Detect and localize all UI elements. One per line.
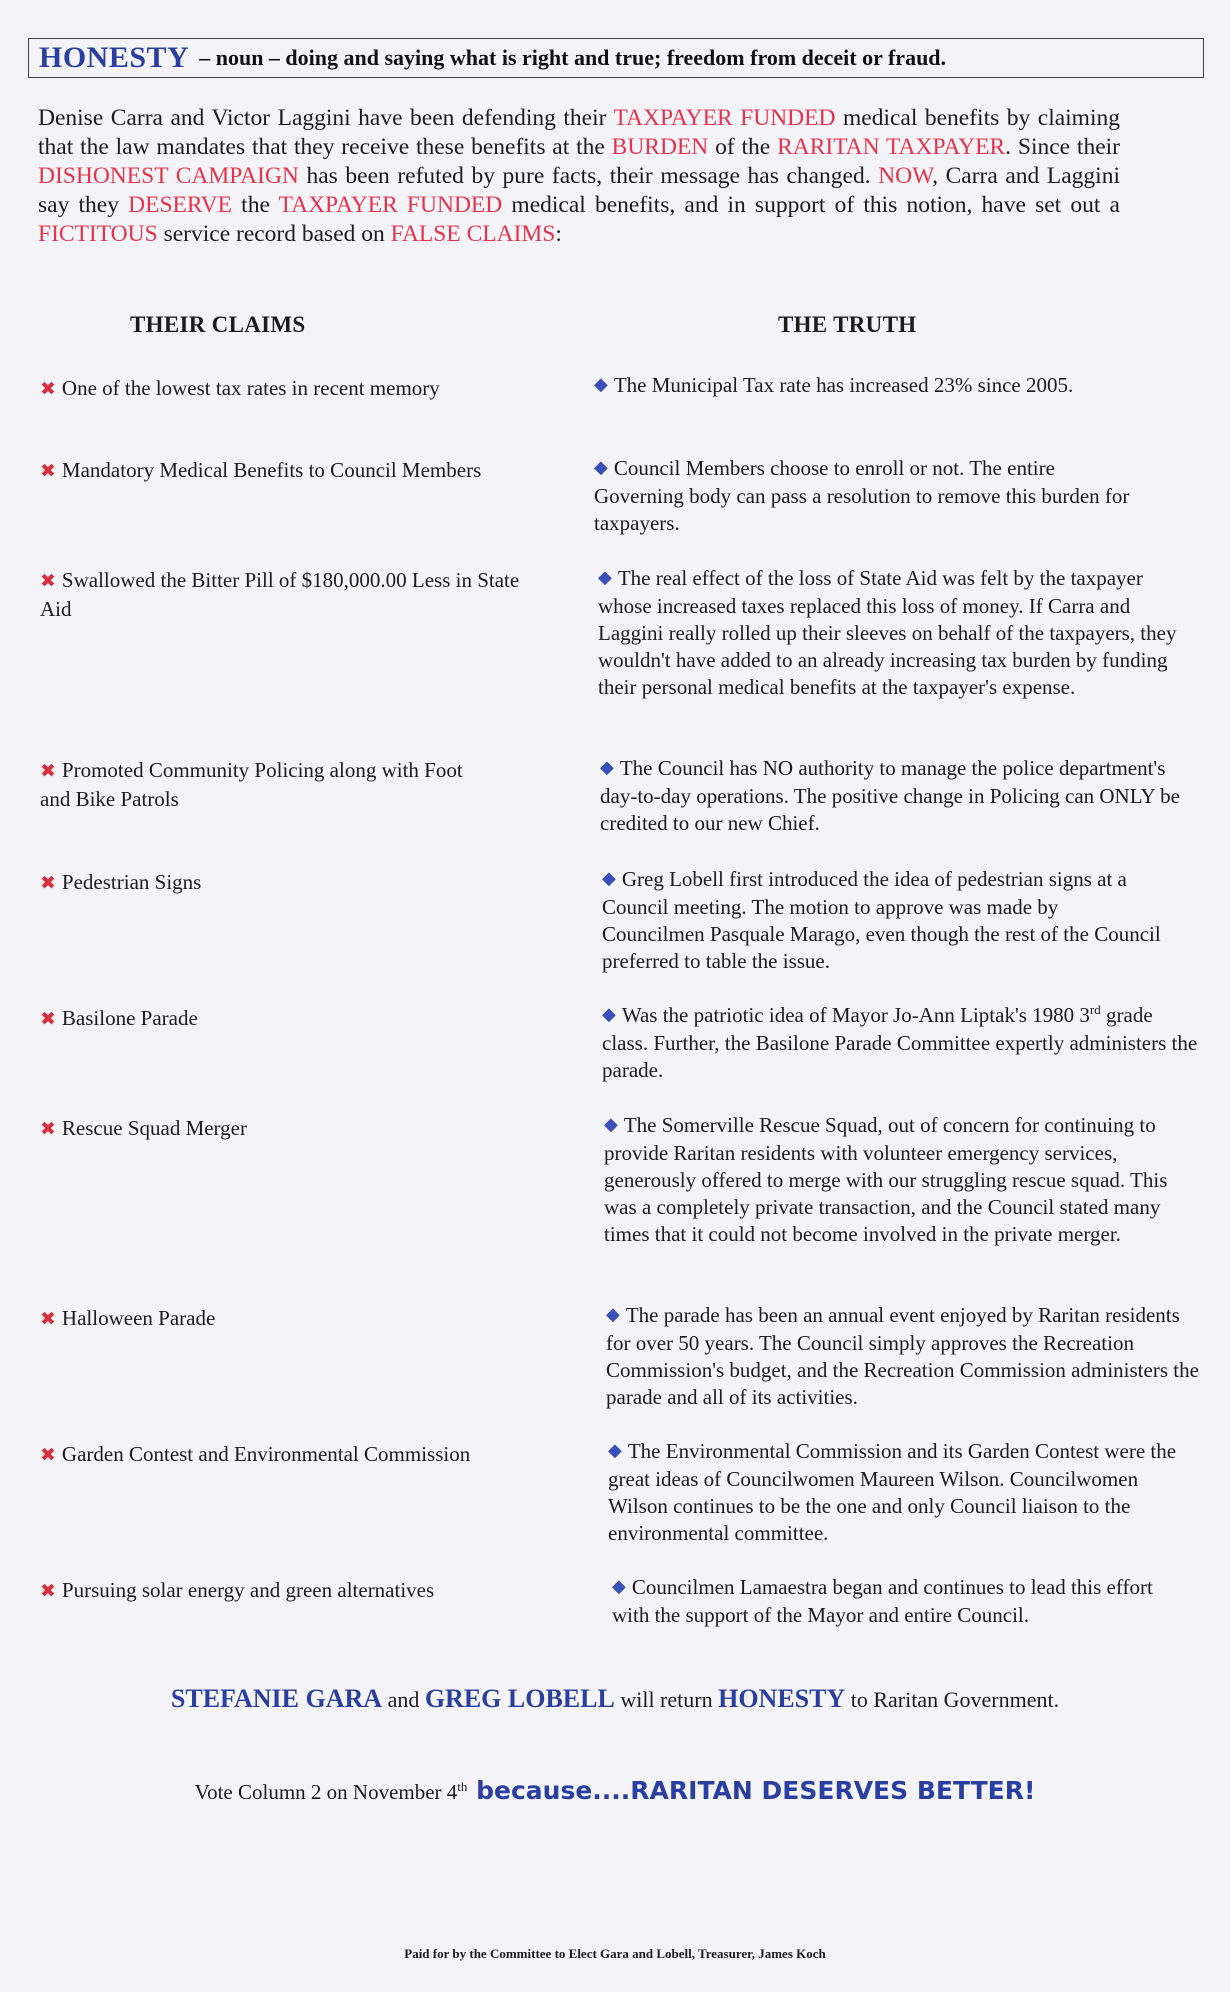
claim-text: Garden Contest and Environmental Commission [61,1442,471,1466]
intro-text: medical benefits, and in support of this notion, have set out a [502,192,1120,218]
claim-item [40,1114,560,1143]
intro-text: , Carra and Laggini say they [38,163,1120,218]
vote-ordinal: th [457,1779,468,1794]
paid-for-disclaimer: Paid for by the Committee to Elect Gara and Lobell, Treasurer, James Koch [404,1946,826,1961]
truth-item [612,1574,1172,1629]
intro-emphasis: DISHONEST CAMPAIGN [38,163,299,189]
red-x-icon: ✖ [40,1444,56,1466]
intro-emphasis: BURDEN [611,134,709,160]
truth-item [594,455,1134,537]
intro-emphasis: FALSE CLAIMS [390,221,556,247]
blue-diamond-icon: ◆ [594,457,608,478]
claim-item [40,1440,600,1469]
intro-text: Denise Carra and Victor Laggini have been defending their [38,105,614,131]
red-x-icon: ✖ [40,1008,56,1030]
truth-text-cont: grade class. Further, the Basilone Parade Committee expertly administers the parade. [602,1003,1198,1082]
claim-item [40,566,520,623]
heading-word: HONESTY [39,41,190,74]
claim-item [40,756,490,813]
vote-line [0,1776,1230,1805]
claim-item [40,374,560,403]
truth-item [600,755,1180,837]
definition-banner [28,38,1204,78]
intro-emphasis: TAXPAYER FUNDED [278,192,503,218]
blue-diamond-icon: ◆ [606,1304,620,1325]
red-x-icon: ✖ [40,1580,56,1602]
red-x-icon: ✖ [40,378,56,400]
truth-text: The real effect of the loss of State Aid was felt by the taxpayer whose increased taxes replaced this loss of money. If Carra and Laggini really rolled up their sleeves on behalf of the taxpayers, they wouldn't have added to an already increasing tax burden by funding their personal medical benefits at the taxpayer's expense. [598,566,1177,699]
closing-end: to Raritan Government. [845,1687,1060,1712]
truth-item [602,866,1162,975]
intro-emphasis: NOW [878,163,933,189]
claim-text: One of the lowest tax rates in recent memory [61,376,440,400]
truth-item [602,1002,1202,1084]
blue-diamond-icon: ◆ [612,1576,626,1597]
claim-item [40,868,560,897]
intro-text: of the [708,134,778,160]
intro-text: : [555,221,562,247]
claim-text: Mandatory Medical Benefits to Council Members [61,458,482,482]
blue-diamond-icon: ◆ [594,374,608,395]
intro-text: service record based on [157,221,391,247]
closing-and: and [382,1687,425,1712]
truth-text: Was the patriotic idea of Mayor Jo-Ann Liptak's 1980 3 [621,1003,1090,1027]
claim-text: Halloween Parade [61,1306,216,1330]
claim-item [40,1004,560,1033]
intro-paragraph [38,104,1120,249]
red-x-icon: ✖ [40,760,56,782]
red-x-icon: ✖ [40,570,56,592]
blue-diamond-icon: ◆ [604,1114,618,1135]
truth-text: Council Members choose to enroll or not. The entire Governing body can pass a resolution to remove this burden for taxpayers. [594,456,1130,535]
truth-item [606,1302,1206,1411]
blue-diamond-icon: ◆ [608,1440,622,1461]
intro-emphasis: FICTITOUS [38,221,158,247]
truth-text: The Somerville Rescue Squad, out of concern for continuing to provide Raritan residents with volunteer emergency services, generously offered to merge with our struggling rescue squad. This was a completely private transaction, and the Council stated many times that it could not become involved in the private merger. [604,1113,1168,1246]
claim-item [40,1576,600,1605]
truth-text: Councilmen Lamaestra began and continues to lead this effort with the support of the Mayor and entire Council. [612,1575,1153,1627]
truth-text: The Environmental Commission and its Garden Contest were the great ideas of Councilwomen Maureen Wilson. Councilwomen Wilson continues to be the one and only Council liaison to the environmental committee. [608,1439,1177,1545]
vote-text: Vote Column 2 on November 4 [194,1780,458,1804]
claim-text: Basilone Parade [61,1006,198,1030]
claim-text: Promoted Community Policing along with Foot and Bike Patrols [40,758,463,811]
candidate-name-1: STEFANIE GARA [170,1684,383,1713]
blue-diamond-icon: ◆ [598,567,612,588]
red-x-icon: ✖ [40,1308,56,1330]
truth-item [594,372,1114,400]
claim-item [40,1304,560,1333]
truth-item [608,1438,1178,1547]
intro-emphasis: DESERVE [128,192,232,218]
truth-text: Greg Lobell first introduced the idea of pedestrian signs at a Council meeting. The motion to approve was made by Councilmen Pasquale Marago, even though the rest of the Council preferred to table the issue. [602,867,1161,973]
red-x-icon: ✖ [40,872,56,894]
ordinal-suffix: rd [1089,1002,1101,1017]
red-x-icon: ✖ [40,1118,56,1140]
heading-definition: – noun – doing and saying what is right and true; freedom from deceit or fraud. [199,45,947,70]
intro-emphasis: TAXPAYER FUNDED [613,105,836,131]
truth-text: The parade has been an annual event enjoyed by Raritan residents for over 50 years. The Council simply approves the Recreation Commission's budget, and the Recreation Commission administers the parade and all of its activities. [606,1303,1199,1409]
intro-text: has been refuted by pure facts, their message has changed. [298,163,879,189]
intro-emphasis: RARITAN TAXPAYER [777,134,1006,160]
candidate-name-2: GREG LOBELL [424,1684,615,1713]
intro-text: medical benefits by claiming that the law mandates that they receive these benefits at the [38,105,1120,160]
claim-text: Rescue Squad Merger [61,1116,247,1140]
blue-diamond-icon: ◆ [602,1004,616,1025]
truth-item [604,1112,1184,1248]
closing-statement [0,1684,1230,1714]
truth-item [598,565,1178,701]
blue-diamond-icon: ◆ [600,757,614,778]
claim-text: Swallowed the Bitter Pill of $180,000.00 Less in State Aid [40,568,520,621]
claim-text: Pedestrian Signs [61,870,202,894]
claim-item [40,456,560,485]
vote-slogan: because....RARITAN DESERVES BETTER! [467,1776,1036,1805]
their-claims-heading: THEIR CLAIMS [130,312,306,337]
the-truth-heading: THE TRUTH [778,312,917,337]
truth-text: The Council has NO authority to manage the police department's day-to-day operations. The positive change in Policing can ONLY be credited to our new Chief. [600,756,1180,835]
honesty-word: HONESTY [718,1684,846,1713]
truth-text: The Municipal Tax rate has increased 23% since 2005. [613,373,1074,397]
intro-text: the [232,192,279,218]
red-x-icon: ✖ [40,460,56,482]
claim-text: Pursuing solar energy and green alternatives [61,1578,435,1602]
intro-text: . Since their [1005,134,1120,160]
closing-mid: will return [614,1687,719,1712]
blue-diamond-icon: ◆ [602,868,616,889]
